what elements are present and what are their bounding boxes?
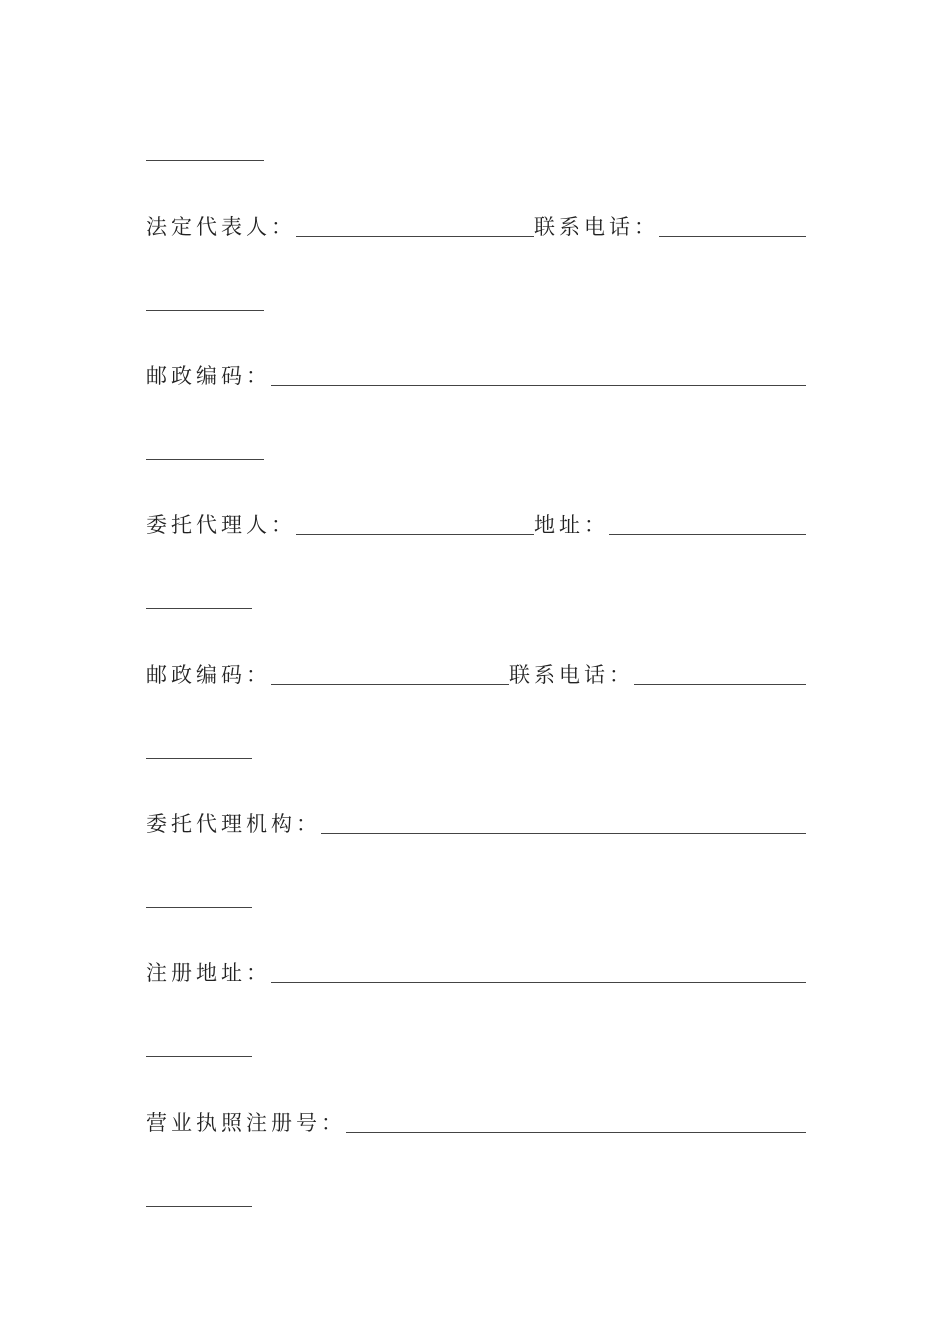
- legal-representative-row: [146, 210, 806, 240]
- postcode-blank-1[interactable]: [271, 385, 806, 386]
- blank-line-continuation[interactable]: [146, 459, 264, 460]
- blank-line-continuation[interactable]: [146, 758, 252, 759]
- legal-representative-blank[interactable]: [296, 236, 534, 237]
- postcode-blank-2[interactable]: [271, 684, 509, 685]
- blank-line-continuation[interactable]: [146, 1056, 252, 1057]
- postcode-label-2: 邮政编码：: [146, 663, 271, 687]
- blank-line-continuation[interactable]: [146, 1206, 252, 1207]
- phone-blank-2[interactable]: [634, 684, 806, 685]
- blank-line-continuation[interactable]: [146, 160, 264, 161]
- phone-label-2: 联系电话：: [509, 663, 634, 687]
- agent-blank[interactable]: [296, 534, 534, 535]
- phone-label-1: 联系电话：: [534, 215, 659, 239]
- business-license-label: 营业执照注册号：: [146, 1111, 346, 1135]
- blank-line-continuation[interactable]: [146, 907, 252, 908]
- blank-line-continuation[interactable]: [146, 608, 252, 609]
- agency-label: 委托代理机构：: [146, 812, 321, 836]
- business-license-row: [146, 1106, 806, 1136]
- agency-blank[interactable]: [321, 833, 806, 834]
- registered-address-blank[interactable]: [271, 982, 806, 983]
- legal-representative-label: 法定代表人：: [146, 215, 296, 239]
- business-license-blank[interactable]: [346, 1132, 806, 1133]
- registered-address-row: [146, 956, 806, 986]
- registered-address-label: 注册地址：: [146, 961, 271, 985]
- postcode-label-1: 邮政编码：: [146, 364, 271, 388]
- phone-blank-1[interactable]: [659, 236, 806, 237]
- postcode-row-1: [146, 359, 806, 389]
- agent-row: [146, 508, 806, 538]
- agency-row: [146, 807, 806, 837]
- postcode-phone-row: [146, 658, 806, 688]
- agent-label: 委托代理人：: [146, 513, 296, 537]
- address-blank[interactable]: [609, 534, 806, 535]
- address-label: 地址：: [534, 513, 609, 537]
- blank-line-continuation[interactable]: [146, 310, 264, 311]
